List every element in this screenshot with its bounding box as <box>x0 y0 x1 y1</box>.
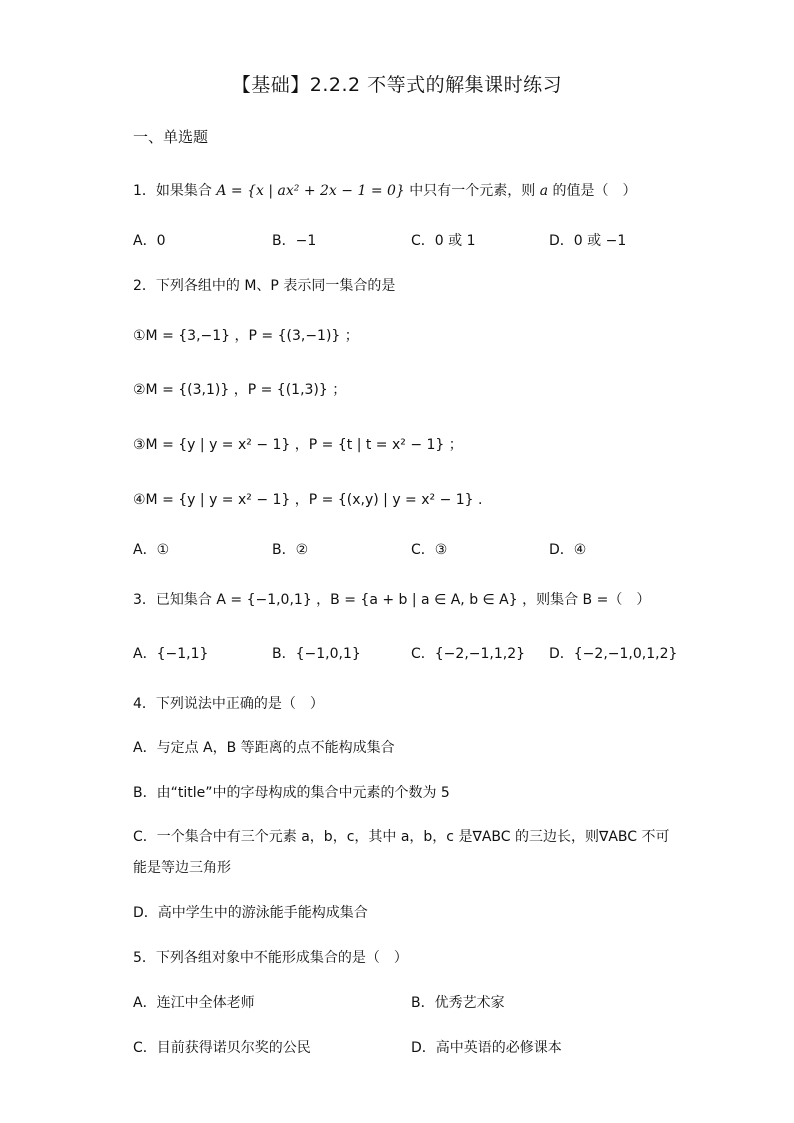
q1-option-c: C．0 或 1 <box>411 233 476 249</box>
q2-item-4: ④M = {y | y = x² − 1} ，P = {(x,y) | y = x² − 1} . <box>133 492 483 508</box>
q2-option-b: B．② <box>272 542 309 558</box>
q1-stem-prefix: 1．如果集合 <box>133 183 212 199</box>
q5-option-a: A．连江中全体老师 <box>133 995 255 1011</box>
q1-stem-middle: 中只有一个元素，则 <box>409 183 536 199</box>
q4-option-b: B．由“title”中的字母构成的集合中元素的个数为 5 <box>133 785 450 801</box>
document-title: 【基础】2.2.2 不等式的解集课时练习 <box>231 74 563 96</box>
q1-variable: a <box>539 183 549 199</box>
q2-item-2: ②M = {(3,1)} ，P = {(1,3)} ； <box>133 382 347 398</box>
question-3-stem: 3．已知集合 A = {−1,0,1} ，B = {a + b | a ∈ A, b ∈ A} ，则集合 B =（ ） <box>133 592 651 608</box>
q3-option-c: C．{−2,−1,1,2} <box>411 646 526 662</box>
q4-option-d: D．高中学生中的游泳能手能构成集合 <box>133 905 368 921</box>
question-2-stem: 2．下列各组中的 M、P 表示同一集合的是 <box>133 278 396 294</box>
question-4-stem: 4．下列说法中正确的是（ ） <box>133 696 324 712</box>
q3-option-b: B．{−1,0,1} <box>272 646 361 662</box>
q1-option-d: D．0 或 −1 <box>549 233 627 249</box>
q2-item-3: ③M = {y | y = x² − 1} ，P = {t | t = x² − 1} ； <box>133 437 463 453</box>
q5-option-d: D．高中英语的必修课本 <box>411 1040 562 1056</box>
q5-option-b: B．优秀艺术家 <box>411 995 505 1011</box>
q1-option-a: A．0 <box>133 233 166 249</box>
q2-item-1: ①M = {3,−1} ，P = {(3,−1)} ； <box>133 328 359 344</box>
q1-set-expression: A = {x | ax² + 2x − 1 = 0} <box>216 183 405 199</box>
q2-option-c: C．③ <box>411 542 448 558</box>
question-1-stem <box>133 181 637 201</box>
q3-option-a: A．{−1,1} <box>133 646 209 662</box>
q2-option-a: A．① <box>133 542 170 558</box>
q4-option-a: A．与定点 A，B 等距离的点不能构成集合 <box>133 740 395 756</box>
q4-option-c-line-1: C．一个集合中有三个元素 a，b，c，其中 a，b，c 是∇ABC 的三边长，则∇ABC 不可 <box>133 829 670 845</box>
q5-option-c: C．目前获得诺贝尔奖的公民 <box>133 1040 311 1056</box>
q1-option-b: B．−1 <box>272 233 317 249</box>
q1-stem-end: 的值是（ ） <box>552 183 637 199</box>
question-5-stem: 5．下列各组对象中不能形成集合的是（ ） <box>133 950 408 966</box>
section-heading: 一、单选题 <box>133 128 209 146</box>
q4-option-c-line-2: 能是等边三角形 <box>133 860 231 876</box>
q2-option-d: D．④ <box>549 542 587 558</box>
q3-option-d: D．{−2,−1,0,1,2} <box>549 646 678 662</box>
